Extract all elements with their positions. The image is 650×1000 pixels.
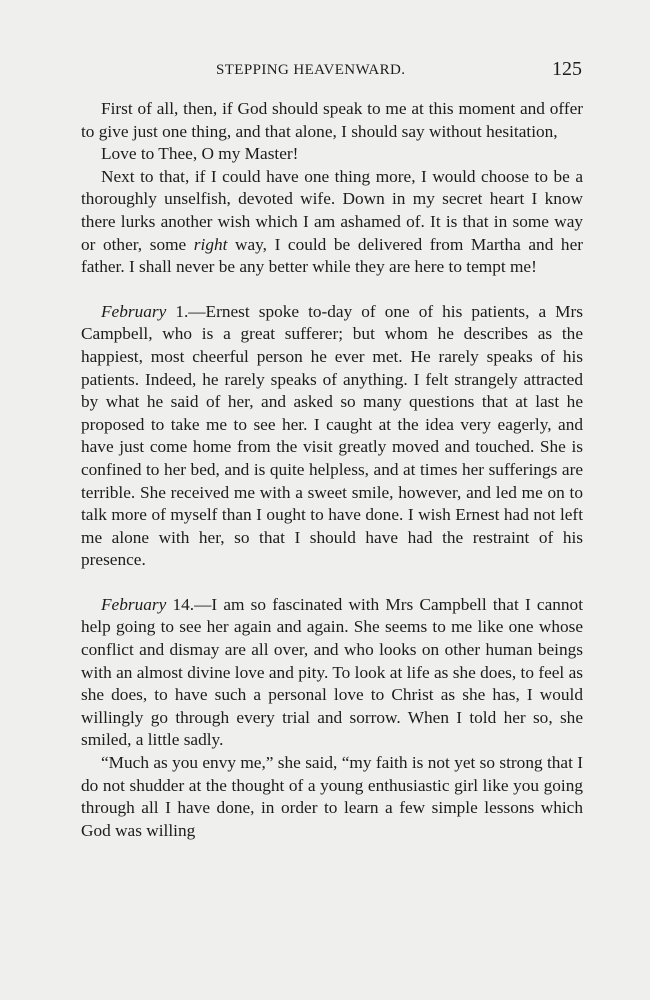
paragraph-text: way, I could be delivered from Martha and her father. I shall never be any better while they are here to tempt me! (81, 234, 583, 277)
paragraph-first-of-all: First of all, then, if God should speak to me at this moment and offer to give just one thing, and that alone, I should say without hesitation, (81, 99, 583, 141)
paragraph-love-to-thee: Love to Thee, O my Master! (101, 144, 299, 164)
paragraph-text: Next to that, if I could have one thing more, I would choose to be a thoroughly unselfish, devoted wife. Down in my secret heart I know there lurks another wish which I am ashamed of. It is that in some way or other, some (81, 166, 583, 254)
paragraph-much-as-you-envy: “Much as you envy me,” she said, “my faith is not yet so strong that I do not shudder at the thought of a young enthusiastic girl like you going through all I have done, in order to learn a few simple lessons which God was willing (81, 753, 583, 840)
entry-text: 1.—Ernest spoke to-day of one of his patients, a Mrs Campbell, who is a great sufferer; but whom he describes as the happiest, most cheerful person he ever met. He rarely speaks of his patients. Indeed, he rarely speaks of anything. I felt strangely attracted by what he said of her, and asked so many questions that at last he proposed to take me to see her. I caught at the idea very eagerly, and have just come home from the visit greatly moved and touched. She is confined to her bed, and is quite helpless, and at times her sufferings are terrible. She received me with a sweet smile, however, and led me on to talk more of myself than I ought to have done. I wish Ernest had not left me alone with her, so that I should have had the restraint of his presence. (81, 301, 583, 570)
entry-text: 14.—I am so fascinated with Mrs Campbell that I cannot help going to see her again and again. She seems to me like one whose conflict and dismay are all over, and who looks on other human beings with an almost divine love and pity. To look at life as she does, to feel as she does, to have such a personal love to Christ as she has, I would willingly go through every trial and sorrow. When I told her so, she smiled, a little sadly. (81, 594, 583, 750)
running-title: STEPPING HEAVENWARD. (216, 62, 406, 78)
page-number: 125 (552, 58, 582, 80)
entry-february-1 (81, 301, 583, 572)
running-head (96, 58, 586, 86)
entry-date: February (101, 301, 167, 321)
entry-february-14 (81, 594, 583, 752)
entry-date: February (101, 594, 167, 614)
emphasis-right: right (193, 234, 228, 254)
body-text (81, 98, 583, 842)
paragraph-next-to-that (81, 166, 583, 279)
